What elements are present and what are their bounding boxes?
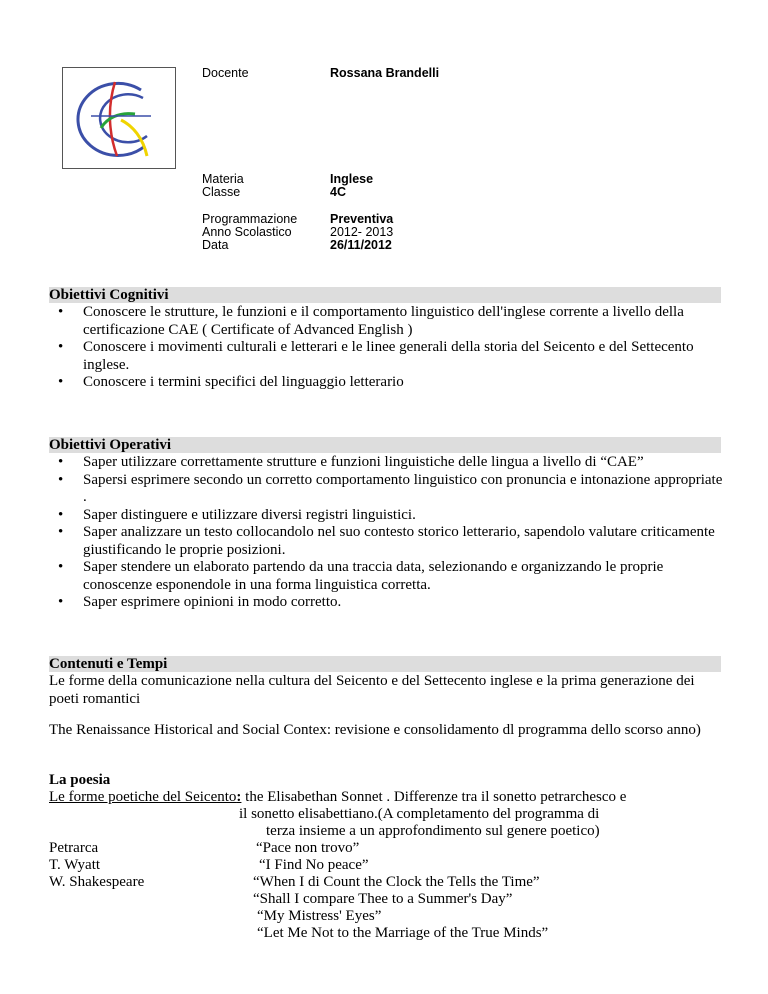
list-item: • Conoscere le strutture, le funzioni e il comportamento linguistico dell'inglese corrente a livello della certificazione CAE ( Certificate of Advanced English )	[49, 304, 729, 339]
list-item: • Saper esprimere opinioni in modo corretto.	[49, 594, 729, 612]
school-logo	[62, 67, 176, 169]
docente-value: Rossana Brandelli	[330, 66, 440, 80]
data-value: 26/11/2012	[330, 238, 392, 252]
poem-title: “My Mistress' Eyes”	[257, 908, 382, 924]
list-item: • Saper utilizzare correttamente strutture e funzioni linguistiche delle lingua a livello di “CAE”	[49, 454, 729, 472]
list-item: • Conoscere i termini specifici del linguaggio letterario	[49, 374, 729, 392]
poem-author: W. Shakespeare	[49, 874, 145, 890]
forme-colon: :	[236, 789, 242, 805]
anno-label: Anno Scolastico	[202, 225, 292, 239]
section-contenuti-title: Contenuti e Tempi	[49, 656, 721, 672]
contenuti-intro: Le forme della comunicazione nella cultura del Seicento e del Settecento inglese e la prima generazione dei poeti romantici	[49, 673, 695, 707]
docente-label: Docente	[202, 66, 249, 80]
list-item: • Conoscere i movimenti culturali e letterari e le linee generali della storia del Seicento e del Settecento inglese.	[49, 339, 729, 374]
renaissance-paragraph: The Renaissance Historical and Social Contex: revisione e consolidamento dl programma dello scorso anno)	[49, 722, 701, 738]
classe-label: Classe	[202, 185, 241, 199]
section-operativi-title: Obiettivi Operativi	[49, 437, 721, 453]
operativi-list	[49, 454, 729, 612]
materia-label: Materia	[202, 172, 244, 186]
forme-text-line2: il sonetto elisabettiano.(A completamento del programma di	[239, 806, 600, 822]
programmazione-value: Preventiva	[330, 212, 394, 226]
classe-value: 4C	[330, 185, 346, 199]
forme-label: Le forme poetiche del Seicento	[49, 789, 237, 805]
poem-title: “Shall I compare Thee to a Summer's Day”	[253, 891, 513, 907]
section-cognitivi-title: Obiettivi Cognitivi	[49, 287, 721, 303]
list-item: • Saper analizzare un testo collocandolo nel suo contesto storico letterario, sapendolo valutare criticamente giustificando le proprie posizioni.	[49, 524, 729, 559]
list-item: • Sapersi esprimere secondo un corretto comportamento linguistico con pronuncia e intonazione appropriate .	[49, 472, 729, 507]
forme-line	[49, 789, 626, 807]
materia-value: Inglese	[330, 172, 374, 186]
forme-text: the Elisabethan Sonnet . Differenze tra il sonetto petrarchesco e	[241, 789, 627, 805]
poem-author: Petrarca	[49, 840, 99, 856]
poem-title: “I Find No peace”	[259, 857, 369, 873]
poem-author: T. Wyatt	[49, 857, 101, 873]
programmazione-label: Programmazione	[202, 212, 298, 226]
poem-title: “When I di Count the Clock the Tells the Time”	[253, 874, 540, 890]
poem-title: “Let Me Not to the Marriage of the True Minds”	[257, 925, 549, 941]
anno-value: 2012- 2013	[330, 225, 394, 239]
data-label: Data	[202, 238, 229, 252]
poem-title: “Pace non trovo”	[256, 840, 360, 856]
list-item: • Saper distinguere e utilizzare diversi registri linguistici.	[49, 507, 729, 525]
list-item: • Saper stendere un elaborato partendo da una traccia data, selezionando e organizzando le proprie conoscenze esponendole in una forma linguistica corretta.	[49, 559, 729, 594]
cognitivi-list	[49, 304, 729, 392]
logo-emblem-icon	[63, 68, 175, 168]
poesia-heading: La poesia	[49, 772, 111, 788]
forme-text-line3: terza insieme a un approfondimento sul genere poetico)	[266, 823, 600, 839]
